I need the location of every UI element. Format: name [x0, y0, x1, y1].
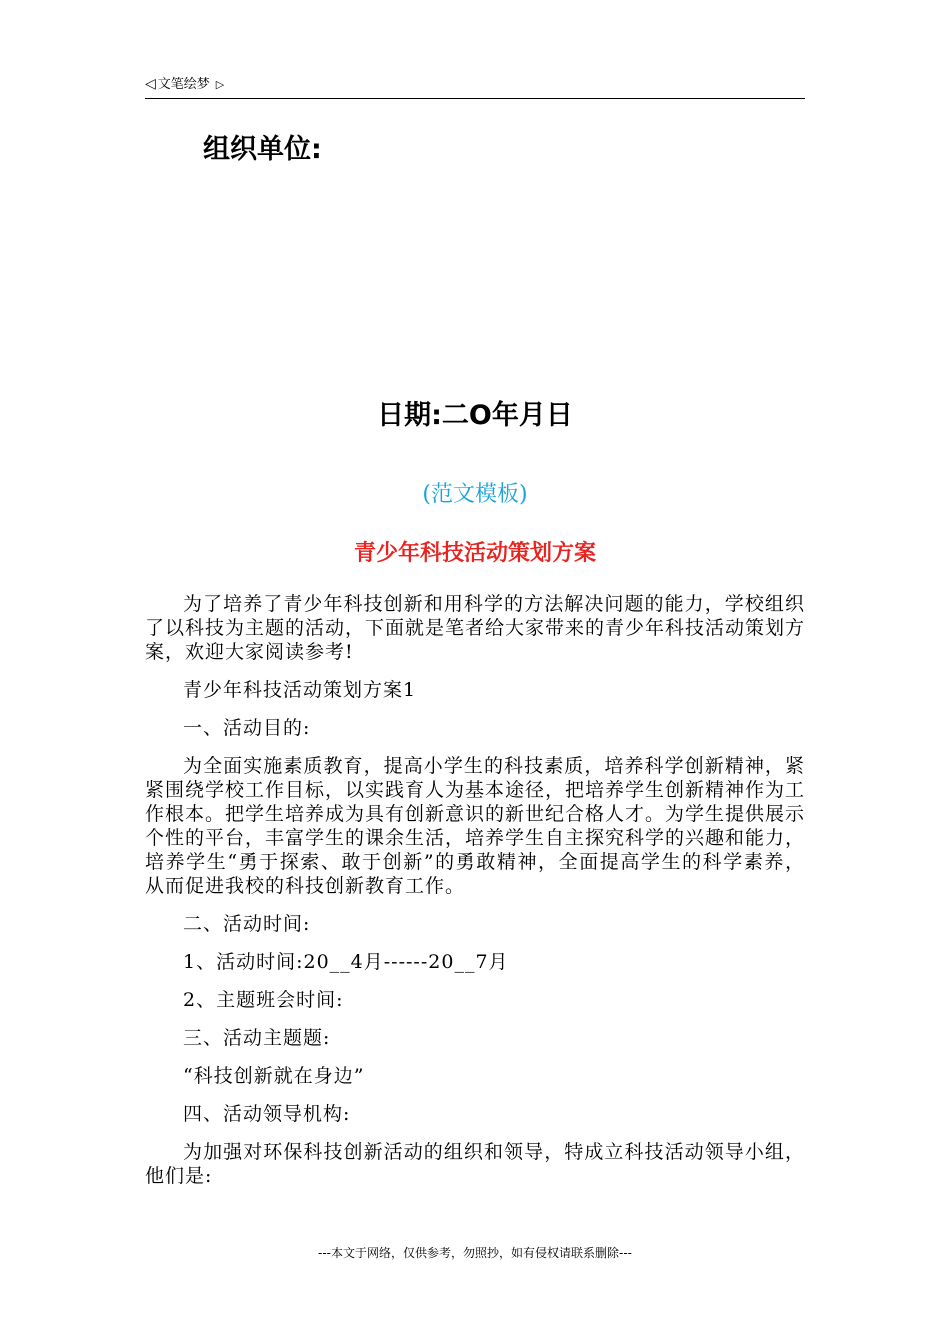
section-heading-theme: 三、活动主题题:: [183, 1027, 331, 1049]
document-title: 青少年科技活动策划方案: [353, 541, 596, 566]
paragraph-theme: “科技创新就在身边”: [183, 1065, 365, 1087]
paragraph-leadership: 为加强对环保科技创新活动的组织和领导，特成立科技活动领导小组，他们是:: [145, 1141, 805, 1187]
date-label: 日期:二O年月日: [377, 400, 573, 431]
page-footer: ---本文于网络，仅供参考，勿照抄，如有侵权请联系删除---: [318, 1246, 632, 1260]
template-tag: (范文模板): [422, 482, 528, 507]
section-heading-purpose: 一、活动目的:: [183, 717, 311, 739]
triangle-right-icon: ▷: [215, 78, 225, 91]
org-label: 组织单位:: [203, 134, 322, 165]
paragraph-class-meeting-time: 2、主题班会时间:: [183, 989, 344, 1011]
paragraph-subtitle: 青少年科技活动策划方案1: [183, 679, 417, 701]
section-heading-time: 二、活动时间:: [183, 913, 311, 935]
document-body: [145, 592, 805, 1202]
section-heading-leadership: 四、活动领导机构:: [183, 1103, 351, 1125]
header-brand: 文笔绘梦: [157, 77, 210, 92]
paragraph-activity-time: 1、活动时间:20__4月------20__7月: [183, 951, 509, 973]
page-header: [145, 74, 805, 99]
paragraph-intro: 为了培养了青少年科技创新和用科学的方法解决问题的能力，学校组织了以科技为主题的活动，下面就是笔者给大家带来的青少年科技活动策划方案，欢迎大家阅读参考!: [145, 593, 806, 663]
triangle-left-icon: ◁: [145, 76, 156, 92]
paragraph-purpose: 为全面实施素质教育，提高小学生的科技素质，培养科学创新精神，紧紧围绕学校工作目标，以实践育人为基本途径，把培养学生创新精神作为工作根本。把学生培养成为具有创新意识的新世纪合格人才。为学生提供展示个性的平台，丰富学生的课余生活，培养学生自主探究科学的兴趣和能力，培养学生“勇于探索、敢于创新”的勇敢精神，全面提高学生的科学素养，从而促进我校的科技创新教育工作。: [145, 755, 806, 897]
